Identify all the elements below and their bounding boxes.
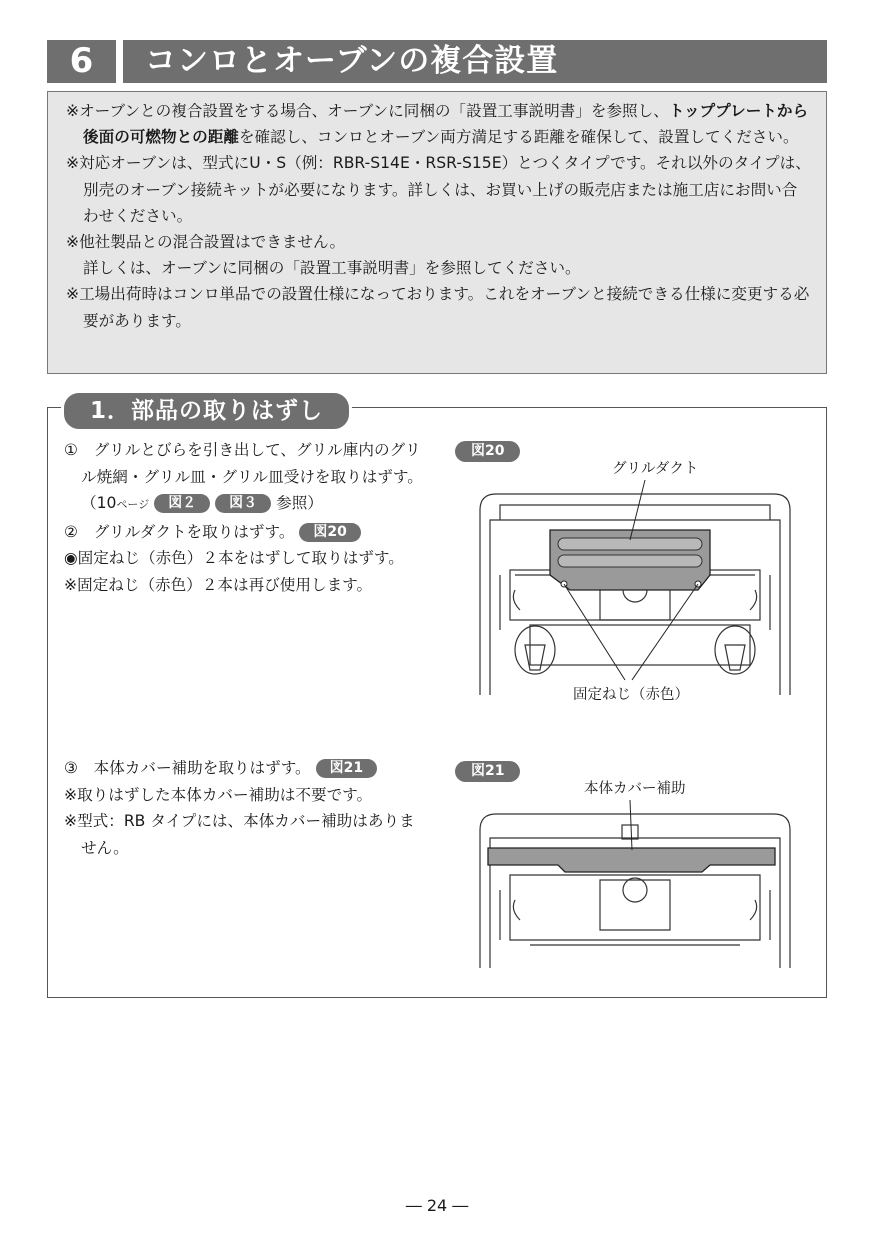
step-3-sub-2: ※型式：RB タイプには、本体カバー補助はありません。 (64, 812, 415, 857)
note-2: ※対応オーブンは、型式にU・S（例：RBR-S14E・RSR-S15E）とつくタイプです。それ以外のタイプは、別売のオーブン接続キットが必要になります。詳しくは、お買い上げの販売店または施工店にお問い合わせください。 (66, 154, 811, 225)
fig-20-label-grill-duct: グリルダクト (610, 457, 700, 478)
fig-20-illustration (470, 480, 800, 695)
note-4: ※工場出荷時はコンロ単品での設置仕様になっております。これをオーブンと接続できる仕様に変更する必要があります。 (66, 285, 810, 330)
fig-2-badge: 図２ (154, 494, 210, 513)
note-3: ※他社製品との混合設置はできません。 (66, 233, 346, 252)
step-3-sub-1: ※取りはずした本体カバー補助は不要です。 (64, 785, 373, 804)
step-2-sub-2: ※固定ねじ（赤色）２本は再び使用します。 (64, 575, 373, 594)
step-3-text: ③ 本体カバー補助を取りはずす。 図21 (64, 755, 430, 782)
fig-21-ref-badge: 図21 (316, 759, 377, 778)
fig-21-badge: 図21 (455, 761, 520, 782)
fig-20-ref-badge: 図20 (299, 523, 360, 542)
fig-21-label-cover-support: 本体カバー補助 (582, 777, 688, 798)
notes-box (47, 91, 827, 374)
chapter-number: 6 (47, 40, 116, 83)
step-2-sub-1: ◉固定ねじ（赤色）２本をはずして取りはずす。 (64, 549, 404, 567)
step-3 (64, 755, 430, 861)
note-1: ※オーブンとの複合設置をする場合、オーブンに同梱の「設置工事説明書」を参照し、トッププレートから後面の可燃物との距離を確認し、コンロとオーブン両方満足する距離を確保して、設置してください。 (66, 102, 809, 147)
step-1-text: ① グリルとびらを引き出して、グリル庫内のグリル焼網・グリル皿・グリル皿受けを取りはずす。 (64, 441, 423, 486)
note-3-detail: 詳しくは、オーブンに同梱の「設置工事説明書」を参照してください。 (83, 259, 581, 278)
fig-20-label-screws: 固定ねじ（赤色） (571, 683, 691, 704)
fig-21-illustration (470, 800, 800, 968)
step-2-text: ② グリルダクトを取りはずす。 図20 (64, 519, 430, 546)
section-title: 1．部品の取りはずし (61, 390, 352, 432)
fig-20-badge: 図20 (455, 441, 520, 462)
chapter-title: コンロとオーブンの複合設置 (123, 40, 827, 83)
body-cover-support-part (488, 848, 775, 872)
page-number: ― 24 ― (405, 1196, 469, 1215)
steps-1-2 (64, 437, 430, 598)
fig-3-badge: 図３ (215, 494, 271, 513)
step-1-reference: （10ページ 図２ 図３ 参照） (81, 494, 323, 512)
